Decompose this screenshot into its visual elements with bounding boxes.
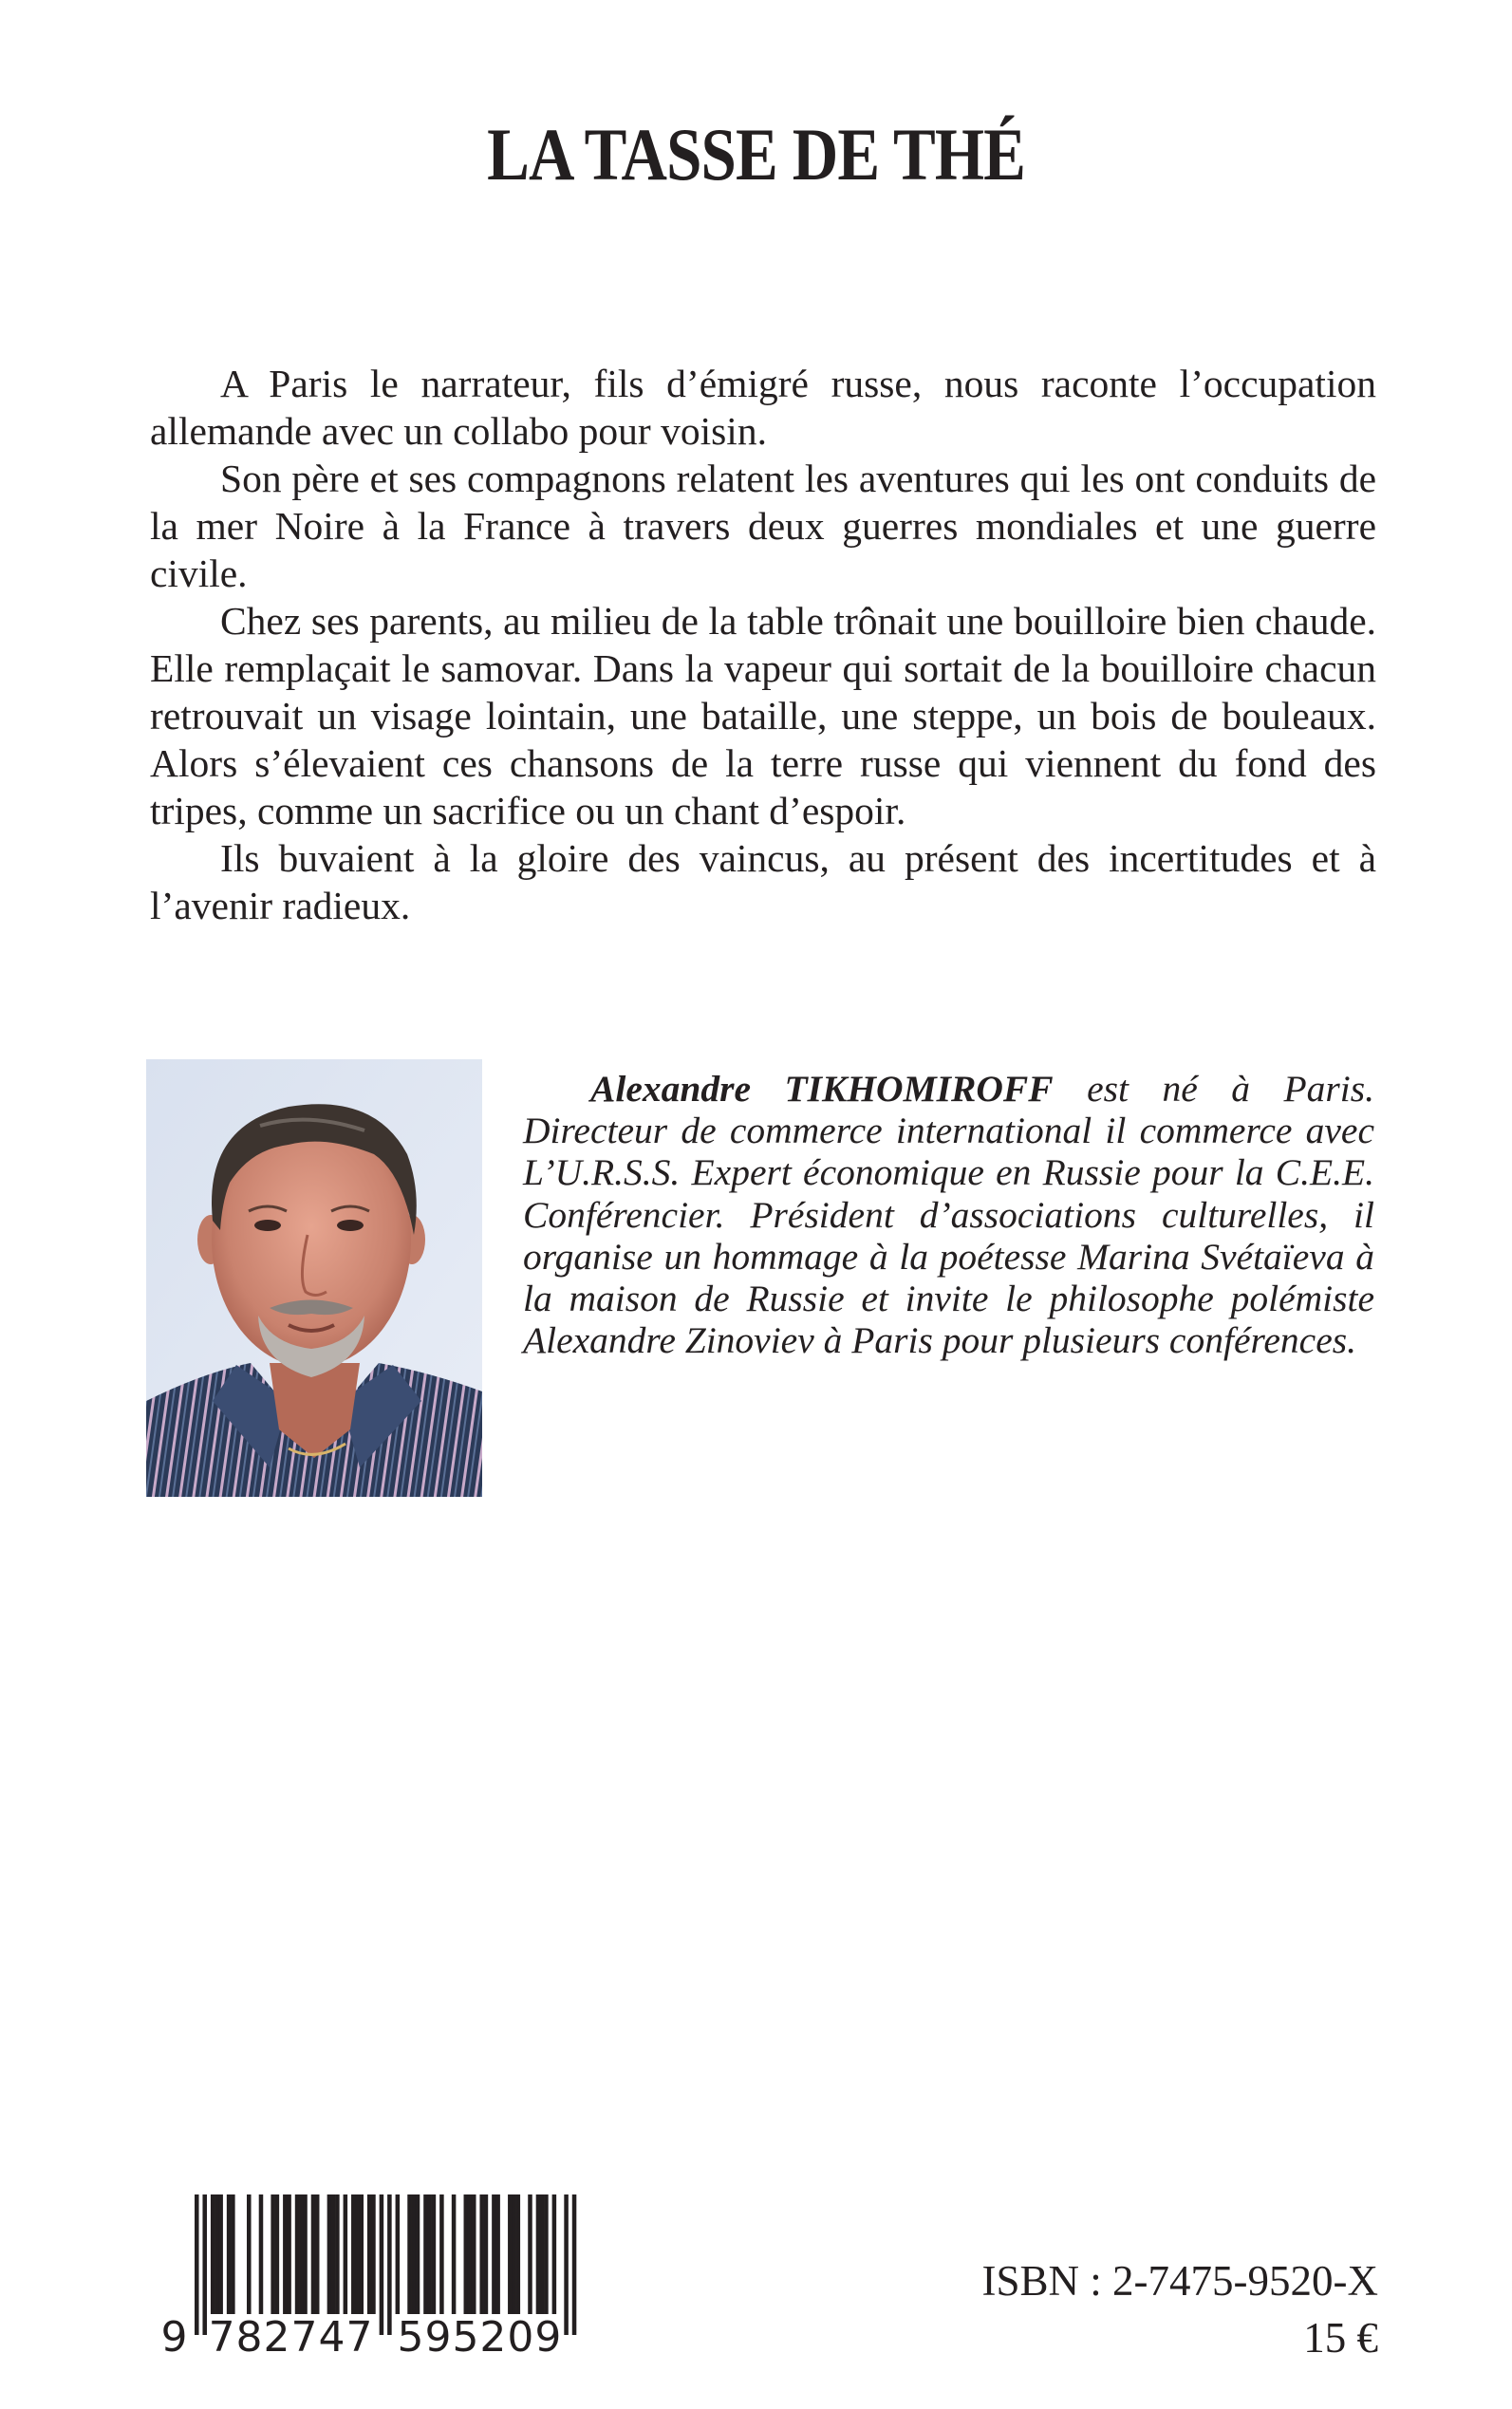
book-title-text: LA TASSE DE THÉ <box>487 113 1025 196</box>
synopsis-paragraph: Ils buvaient à la gloire des vaincus, au présent des incertitudes et à l’avenir radieux. <box>150 836 1376 927</box>
author-bio-paragraph <box>523 1068 1374 1361</box>
isbn-barcode <box>150 2183 587 2363</box>
barcode-right-digits: 595209 <box>397 2313 563 2362</box>
synopsis <box>150 360 1376 929</box>
synopsis-paragraph: Son père et ses compagnons relatent les aventures qui les ont conduits de la mer Noire à la France à travers deux guerres mondiales et une guerre civile. <box>150 457 1376 595</box>
book-title <box>0 113 1512 196</box>
barcode-left-digits: 782747 <box>208 2313 374 2362</box>
barcode-icon <box>150 2183 587 2363</box>
author-bio-text: est né à Paris. Directeur de commerce international il commerce avec L’U.R.S.S. Expert économique en Russie pour la C.E.E. Conférencier. Président d’associations culturelles, il organise un hommage à la poétesse Marina Svétaïeva à la maison de Russie et invite le philosophe polémiste Alexandre Zinoviev à Paris pour plusieurs conférences. <box>523 1068 1374 1362</box>
author-portrait-icon <box>146 1059 482 1497</box>
author-photo <box>146 1059 482 1497</box>
author-name: Alexandre TIKHOMIROFF <box>590 1068 1054 1110</box>
barcode-first-digit: 9 <box>160 2313 189 2362</box>
author-bio <box>523 1068 1374 1361</box>
isbn-label: ISBN : 2-7475-9520-X <box>981 2257 1378 2305</box>
synopsis-paragraph: A Paris le narrateur, fils d’émigré russe, nous raconte l’occupation allemande avec un collabo pour voisin. <box>150 362 1376 453</box>
price-label: 15 € <box>1303 2314 1378 2362</box>
synopsis-paragraph: Chez ses parents, au milieu de la table trônait une bouilloire bien chaude. Elle remplaçait le samovar. Dans la vapeur qui sortait de la bouilloire chacun retrouvait un visage lointain, une bataille, une steppe, un bois de bouleaux. Alors s’élevaient ces chansons de la terre russe qui viennent du fond des tripes, comme un sacrifice ou un chant d’espoir. <box>150 599 1376 832</box>
